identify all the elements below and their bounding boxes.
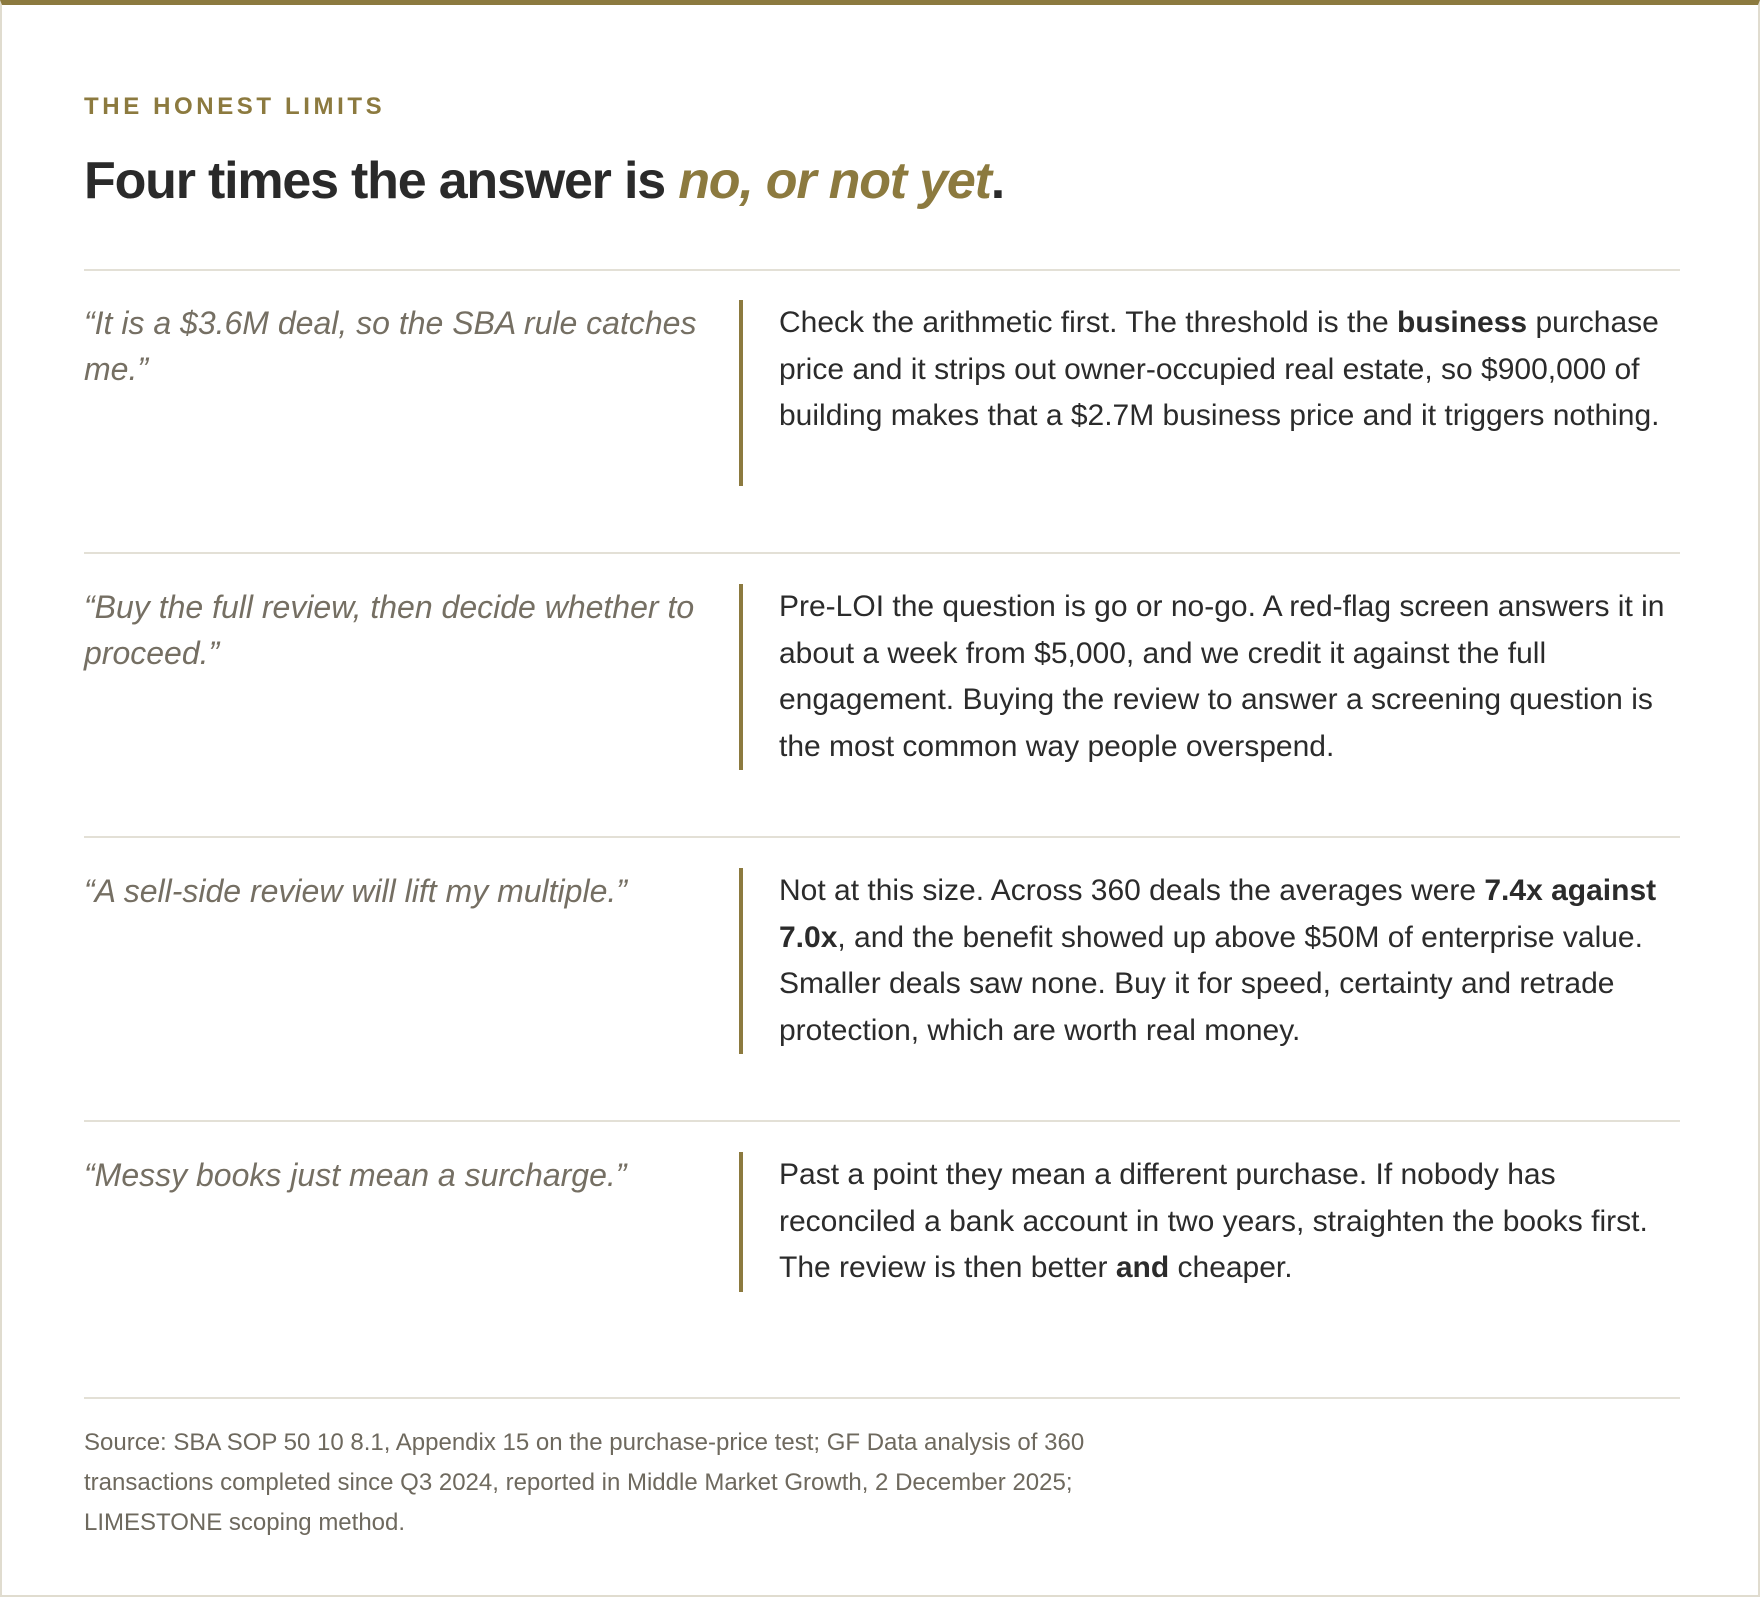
answer-text: Check the arithmetic first. The threshold is the	[779, 306, 1398, 339]
objection-answer	[739, 868, 1680, 1054]
divider	[84, 836, 1680, 838]
objection-quote: “A sell-side review will lift my multiple.”	[84, 873, 627, 909]
page-title	[84, 150, 1004, 212]
answer-emphasis: 7.4x against 7.0x	[779, 874, 1657, 954]
title-trail: .	[990, 152, 1004, 210]
answer-emphasis: and	[1115, 1251, 1170, 1284]
objection-answer	[739, 1152, 1680, 1292]
answer-text: cheaper.	[1169, 1251, 1293, 1284]
divider	[84, 1397, 1680, 1399]
objection-quote: “Messy books just mean a surcharge.”	[84, 1157, 627, 1193]
answer-text: Not at this size. Across 360 deals the averages were	[779, 874, 1485, 907]
answer-text: Past a point they mean a different purchase. If nobody has reconciled a bank account in two years, straighten the books first. The review is then better	[779, 1158, 1648, 1284]
divider	[84, 552, 1680, 554]
answer-text: Pre-LOI the question is go or no-go. A red-flag screen answers it in about a week from $5,000, and we credit it against the full engagement. Buying the review to answer a screening question is the most common way people overspend.	[779, 590, 1665, 763]
eyebrow-label: THE HONEST LIMITS	[84, 93, 386, 120]
answer-emphasis: business	[1397, 306, 1528, 339]
objection-answer	[739, 300, 1680, 486]
answer-text: purchase price and it strips out owner-occupied real estate, so $900,000 of building makes that a $2.7M business price and it triggers nothing.	[779, 306, 1660, 432]
title-accent: no, or not yet	[678, 152, 991, 210]
objection-quote: “It is a $3.6M deal, so the SBA rule catches me.”	[84, 305, 697, 387]
answer-text: , and the benefit showed up above $50M of enterprise value. Smaller deals saw none. Buy it for speed, certainty and retrade protection, which are worth real money.	[779, 920, 1643, 1047]
objection-answer	[739, 584, 1680, 770]
title-lead: Four times the answer is	[84, 152, 679, 210]
objection-quote: “Buy the full review, then decide whether to proceed.”	[84, 589, 695, 671]
divider	[84, 269, 1680, 271]
source-note: Source: SBA SOP 50 10 8.1, Appendix 15 on the purchase-price test; GF Data analysis of 360 transactions completed since Q3 2024, reported in Middle Market Growth, 2 December 2025; LIMESTONE scoping method.	[84, 1429, 1085, 1536]
divider	[84, 1120, 1680, 1122]
